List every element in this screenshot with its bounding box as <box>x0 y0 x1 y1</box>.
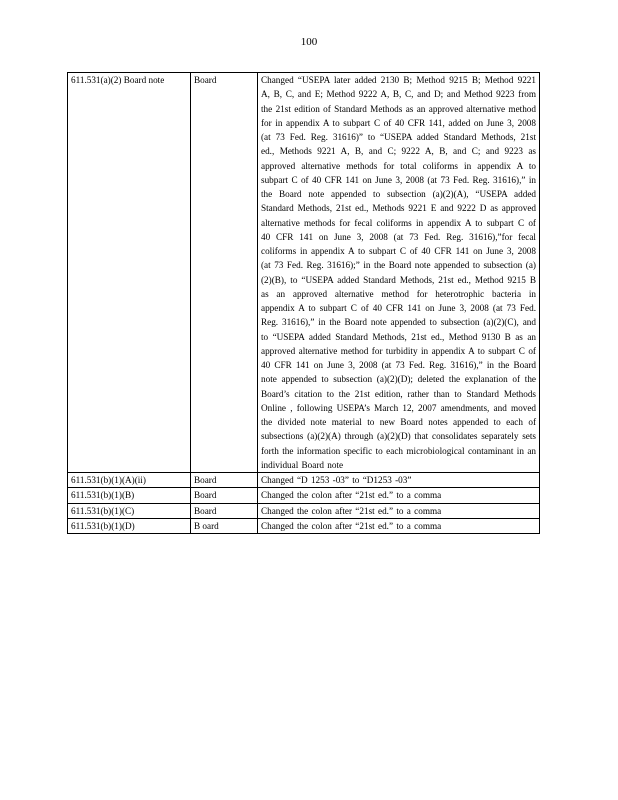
source-cell: Board <box>191 503 258 518</box>
description-cell: Changed the colon after “21st ed.” to a comma <box>258 518 540 533</box>
page-number: 100 <box>300 36 318 48</box>
section-cell: 611.531(b)(1)(C) <box>68 503 191 518</box>
table-row <box>68 73 540 473</box>
source-cell: B oard <box>191 518 258 533</box>
source-cell: Board <box>191 488 258 503</box>
changes-table <box>67 72 540 534</box>
description-cell: Changed “D 1253 -03” to “D1253 -03” <box>258 473 540 488</box>
description-cell: Changed the colon after “21st ed.” to a comma <box>258 488 540 503</box>
table-row <box>68 473 540 488</box>
table-row <box>68 488 540 503</box>
description-cell: Changed the colon after “21st ed.” to a comma <box>258 503 540 518</box>
description-cell: Changed “USEPA later added 2130 B; Method 9215 B; Method 9221 A, B, C, and E; Method 9222 A, B, C, and D; and Method 9223 from the 21st edition of Standard Methods as an approved alternative method for in appendix A to subpart C of 40 CFR 141, added on June 3, 2008 (at 73 Fed. Reg. 31616)” to “USEPA added Standard Methods, 21st ed., Methods 9221 A, B, and C; 9222 A, B, and C; and 9223 as approved alternative methods for total coliforms in appendix A to subpart C of 40 CFR 141 on June 3, 2008 (at 73 Fed. Reg. 31616),” in the Board note appended to subsection (a)(2)(A), “USEPA added Standard Methods, 21st ed., Methods 9221 E and 9222 D as approved alternative methods for fecal coliforms in appendix A to subpart C of 40 CFR 141 on June 3, 2008 (at 73 Fed. Reg. 31616),”for fecal coliforms in appendix A to subpart C of 40 CFR 141 on June 3, 2008 (at 73 Fed. Reg. 31616);” in the Board note appended to subsection (a)(2)(B), to “USEPA added Standard Methods, 21st ed., Method 9215 B as an approved alternative method for heterotrophic bacteria in appendix A to subpart C of 40 CFR 141 on June 3, 2008 (at 73 Fed. Reg. 31616),” in the Board note appended to subsection (a)(2)(C), and to “USEPA added Standard Methods, 21st ed., Method 9130 B as an approved alternative method for turbidity in appendix A to subpart C of 40 CFR 141 on June 3, 2008 (at 73 Fed. Reg. 31616),” in the Board note appended to subsection (a)(2)(D); deleted the explanation of the Board’s citation to the 21st edition, rather than to Standard Methods Online , following USEPA’s March 12, 2007 amendments, and moved the divided note material to new Board notes appended to each of subsections (a)(2)(A) through (a)(2)(D) that consolidates separately sets forth the information specific to each microbiological contaminant in an individual Board note <box>258 73 540 473</box>
section-cell: 611.531(b)(1)(A)(ii) <box>68 473 191 488</box>
table-row <box>68 503 540 518</box>
table-row <box>68 518 540 533</box>
section-cell: 611.531(b)(1)(B) <box>68 488 191 503</box>
section-cell: 611.531(b)(1)(D) <box>68 518 191 533</box>
source-cell: Board <box>191 73 258 473</box>
source-cell: Board <box>191 473 258 488</box>
section-cell: 611.531(a)(2) Board note <box>68 73 191 473</box>
